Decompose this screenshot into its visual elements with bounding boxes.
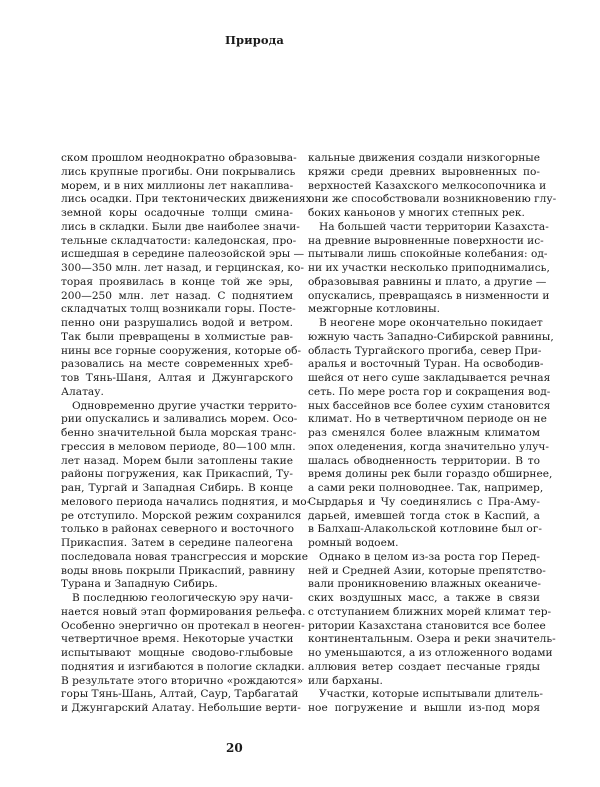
text-line: в Балхаш-Алакольской котловине был ог- <box>308 523 542 536</box>
text-line: бенно значительной была морская транс- <box>61 427 297 439</box>
text-line: торая проявилась в конце той же эры, <box>61 275 293 288</box>
text-line: четвертичное время. Некоторые участки <box>61 633 294 646</box>
text-line: грессия в меловом периоде, 80—100 млн. <box>61 440 296 453</box>
page-number: 20 <box>226 741 243 755</box>
text-line: лись осадки. При тектонических движениях <box>61 193 312 206</box>
text-line: складчатых толщ возникали горы. Посте- <box>61 303 296 316</box>
text-line: ских воздушных масс, а также в связи <box>308 592 540 604</box>
text-line: морем, и в них миллионы лет накаплива- <box>61 179 294 192</box>
text-line: тельные складчатости: каледонская, про- <box>61 234 297 247</box>
text-line: Особенно энергично он протекал в неоген- <box>61 619 305 632</box>
text-column-right <box>308 152 557 716</box>
text-line: образовывая равнины и плато, а другие — <box>308 275 547 288</box>
running-head: Природа <box>225 33 284 47</box>
text-line: только в районах северного и восточного <box>61 523 294 536</box>
text-line: Прикаспия. Затем в середине палеогена <box>61 537 293 549</box>
text-line: разовались на месте современных хреб- <box>61 358 293 371</box>
text-line: лись крупные прогибы. Они покрывались <box>61 165 296 178</box>
text-line: 300—350 млн. лет назад, и герцинская, ко- <box>61 262 304 274</box>
text-line: на древние выровненные поверхности ис- <box>308 234 544 247</box>
text-line: опускались, превращаясь в низменности и <box>308 289 550 302</box>
text-line: межгорные котловины. <box>308 303 440 316</box>
text-line: Алатау. <box>61 385 104 398</box>
text-line: Сырдарья и Чу соединялись с Пра-Аму- <box>308 495 540 508</box>
text-line: На большей части территории Казахста- <box>319 220 549 233</box>
text-line: эпох оледенения, когда значительно улуч- <box>308 440 549 453</box>
text-line: климат. Но в четвертичном периоде он не <box>308 413 547 426</box>
text-line: Участки, которые испытывали длитель- <box>319 688 544 701</box>
text-line: ных бассейнов все более сухим становится <box>308 399 551 412</box>
text-line: кальные движения создали низкогорные <box>308 152 540 164</box>
text-line: 200—250 млн. лет назад. С поднятием <box>61 289 293 302</box>
text-line: ное погружение и вышли из-под моря <box>308 702 540 714</box>
text-line: Турана и Западную Сибирь. <box>61 578 218 591</box>
text-line: область Тургайского прогиба, север При- <box>308 344 542 357</box>
text-line: континентальным. Озера и реки значитель- <box>308 633 556 646</box>
text-line: нины все горные сооружения, которые об- <box>61 344 302 357</box>
text-line: сеть. По мере роста гор и сокращения вод- <box>308 385 551 398</box>
text-line: горы Тянь-Шань, Алтай, Саур, Тарбагатай <box>61 688 299 701</box>
text-line: шейся от него суше закладывается речная <box>308 372 551 384</box>
text-line: районы погружения, как Прикаспий, Ту- <box>61 468 293 481</box>
text-line: В результате этого вторично «рождаются» <box>61 674 304 687</box>
text-line: ромный водоем. <box>308 537 399 549</box>
text-line: Однако в целом из-за роста гор Перед- <box>319 550 540 563</box>
text-line: дарьей, имевшей тогда сток в Каспий, а <box>308 509 540 522</box>
text-line: последовала новая трансгрессия и морские <box>61 550 308 563</box>
text-line: ре отступило. Морской режим сохранился <box>61 509 302 522</box>
text-line: вали проникновению влажных океаниче- <box>308 578 541 591</box>
text-line: ран, Тургай и Западная Сибирь. В конце <box>61 482 293 494</box>
text-line: и Джунгарский Алатау. Небольшие верти- <box>61 702 301 714</box>
text-line: испытывают мощные сводово-глыбовые <box>61 647 293 659</box>
text-line: а сами реки полноводнее. Так, например, <box>308 482 544 494</box>
text-line: или барханы. <box>308 674 383 687</box>
text-line: лись в складки. Были две наиболее значи- <box>61 220 300 233</box>
text-line: нается новый этап формирования рельефа. <box>61 605 306 618</box>
text-line: боких каньонов у многих степных рек. <box>308 207 525 219</box>
text-column-left <box>61 152 312 716</box>
text-line: Так были превращены в холмистые рав- <box>61 330 293 343</box>
text-line: с отступанием ближних морей климат тер- <box>308 605 552 618</box>
text-line: аллювия ветер создает песчаные гряды <box>308 660 540 673</box>
text-line: раз сменялся более влажным климатом <box>308 427 540 439</box>
text-line: В неогене море окончательно покидает <box>319 317 543 329</box>
text-line: земной коры осадочные толщи смина- <box>61 207 293 219</box>
text-line: время долины рек были гораздо обширнее, <box>308 468 553 481</box>
text-line: верхностей Казахского мелкосопочника и <box>308 179 547 192</box>
text-line: рии опускались и заливались морем. Осо- <box>61 413 298 426</box>
text-line: аралья и восточный Туран. На освободив- <box>308 358 544 371</box>
text-line: тов Тянь-Шаня, Алтая и Джунгарского <box>61 372 293 384</box>
text-line: Одновременно другие участки террито- <box>72 399 297 412</box>
text-line: поднятия и изгибаются в пологие складки. <box>61 660 305 673</box>
text-line: лет назад. Морем были затоплены такие <box>61 454 293 467</box>
text-line: южную часть Западно-Сибирской равнины, <box>308 330 554 343</box>
text-line: воды вновь покрыли Прикаспий, равнину <box>61 564 295 577</box>
text-line: кряжи среди древних выровненных по- <box>308 165 540 178</box>
text-line: шалась обводненность территории. В то <box>308 454 540 467</box>
text-line: они же способствовали возникновению глу- <box>308 193 557 206</box>
text-line: ском прошлом неоднократно образовыва- <box>61 152 297 164</box>
text-line: В последнюю геологическую эру начи- <box>72 592 293 604</box>
text-line: пытывали лишь спокойные колебания: од- <box>308 248 548 261</box>
text-line: мелового периода начались поднятия, и мо- <box>61 495 311 508</box>
text-line: ней и Средней Азии, которые препятство- <box>308 564 546 577</box>
text-line: пенно они разрушались водой и ветром. <box>61 317 293 329</box>
text-line: ни их участки несколько приподнимались, <box>308 262 550 274</box>
text-line: исшедшая в середине палеозойской эры — <box>61 248 305 261</box>
text-line: но уменьшаются, а из отложенного водами <box>308 647 553 659</box>
text-line: ритории Казахстана становится все более <box>308 619 546 632</box>
